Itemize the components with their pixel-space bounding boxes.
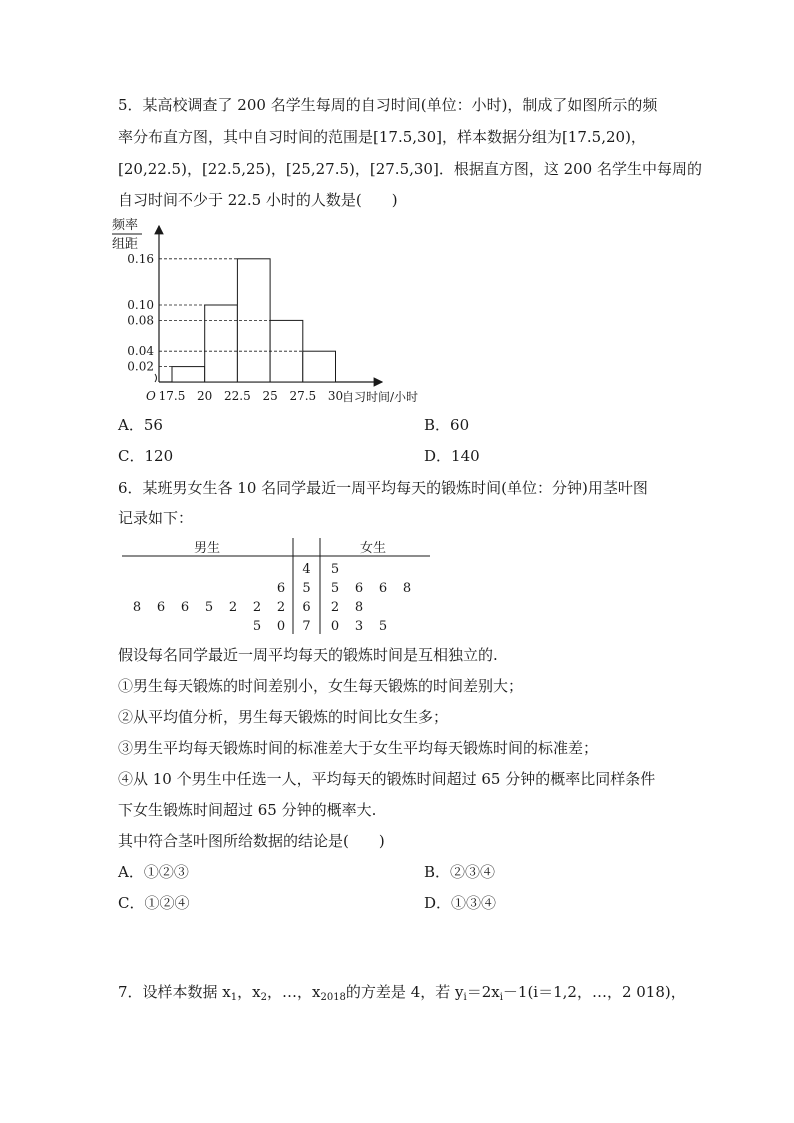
x-tick-label: 30 — [327, 389, 344, 403]
bar-0 — [172, 367, 205, 382]
q5-line-3: [20,22.5)，[22.5,25)，[25,27.5)，[27.5,30]．根据直方图，这 200 名学生中每周的 — [118, 160, 702, 178]
x-tick-label: 25 — [262, 389, 278, 403]
boys-leaf: 6 — [180, 600, 190, 615]
girls-leaf: 5 — [378, 619, 388, 634]
boys-leaf: 0 — [276, 619, 286, 634]
q6-statement-4a: ④从 10 个男生中任选一人，平均每天的锻炼时间超过 65 分钟的概率比同样条件 — [118, 770, 656, 788]
girls-leaf: 5 — [330, 562, 340, 577]
x-tick-label: 22.5 — [224, 389, 251, 403]
q5-line-1: 5．某高校调查了 200 名学生每周的自习时间(单位：小时)，制成了如图所示的频 — [118, 96, 658, 114]
q7-sub-3: 2018 — [320, 992, 346, 1003]
q6-question: 其中符合茎叶图所给数据的结论是( ) — [118, 832, 385, 850]
x-tick-label: 27.5 — [289, 389, 317, 403]
bar-1 — [205, 305, 238, 382]
q7-line-1 — [118, 982, 686, 1002]
y-tick-label: 0.08 — [127, 313, 154, 328]
girls-leaf: 6 — [354, 581, 364, 596]
q7-comma: ，x — [237, 983, 261, 1001]
girls-leaf: 5 — [330, 581, 340, 596]
q7-sub-4: i — [463, 992, 467, 1003]
q6-statement-2: ②从平均值分析，男生每天锻炼的时间比女生多； — [118, 708, 449, 726]
girls-leaf: 3 — [354, 619, 364, 634]
x-tick-label: 17.5 — [158, 389, 186, 403]
stem: 4 — [302, 562, 311, 577]
y-label-bottom: 组距 — [112, 237, 139, 252]
q7-prefix: 7．设样本数据 x — [118, 983, 231, 1001]
q5-line-4: 自习时间不少于 22.5 小时的人数是( ) — [118, 191, 398, 209]
x-axis-label: 自习时间/小时 — [342, 390, 419, 404]
girls-leaf: 6 — [378, 581, 388, 596]
q7-text-2: 的方差是 4，若 y — [345, 983, 464, 1001]
bar-4 — [303, 351, 336, 382]
stem: 5 — [302, 581, 311, 596]
q6-option-c: C．①②④ — [118, 894, 190, 912]
frequency-histogram — [110, 214, 440, 408]
stem: 7 — [302, 619, 311, 634]
q5-option-b: B．60 — [424, 416, 470, 434]
boys-leaf: 2 — [252, 600, 262, 615]
axis-break-mark — [155, 374, 157, 382]
q6-option-d: D．①③④ — [424, 894, 497, 912]
q6-assumption: 假设每名同学最近一周平均每天的锻炼时间是互相独立的. — [118, 646, 498, 664]
q5-option-d: D．140 — [424, 447, 480, 465]
girls-leaf: 0 — [330, 619, 340, 634]
q5-line-2: 率分布直方图，其中自习时间的范围是[17.5,30]，样本数据分组为[17.5,20)， — [118, 128, 646, 146]
girls-leaf: 2 — [330, 600, 340, 615]
girls-header: 女生 — [360, 541, 387, 556]
y-label-top: 频率 — [112, 218, 139, 233]
q6-line-1: 6．某班男女生各 10 名同学最近一周平均每天的锻炼时间(单位：分钟)用茎叶图 — [118, 479, 648, 497]
q6-statement-1: ①男生每天锻炼的时间差别小，女生每天锻炼的时间差别大； — [118, 677, 524, 695]
stem-leaf-plot — [118, 534, 438, 636]
q6-statement-4b: 下女生锻炼时间超过 65 分钟的概率大. — [118, 801, 377, 819]
q6-option-a: A．①②③ — [118, 863, 189, 881]
boys-leaf: 5 — [252, 619, 262, 634]
boys-header: 男生 — [194, 541, 221, 556]
boys-leaf: 6 — [276, 581, 286, 596]
boys-leaf: 6 — [156, 600, 166, 615]
q6-option-b: B．②③④ — [424, 863, 496, 881]
y-tick-label: 0.16 — [127, 251, 154, 266]
boys-leaf: 8 — [132, 600, 142, 615]
girls-leaf: 8 — [402, 581, 412, 596]
q6-statement-3: ③男生平均每天锻炼时间的标准差大于女生平均每天锻炼时间的标准差； — [118, 739, 599, 757]
stem: 6 — [302, 600, 311, 615]
q7-sub-1: 1 — [230, 992, 238, 1003]
q5-option-c: C．120 — [118, 447, 174, 465]
y-tick-label: 0.10 — [127, 298, 154, 312]
q7-text-3: ＝2x — [466, 983, 500, 1001]
q7-text-4: －1(i＝1,2，…，2 018)， — [502, 983, 686, 1001]
q7-mid: ，…，x — [267, 983, 321, 1001]
boys-leaf: 2 — [276, 600, 286, 615]
x-tick-label: 20 — [197, 389, 213, 403]
q7-sub-2: 2 — [260, 992, 267, 1003]
boys-leaf: 5 — [204, 600, 214, 615]
q6-line-2: 记录如下： — [118, 509, 194, 527]
q7-sub-5: i — [499, 992, 503, 1003]
origin-label: O — [146, 389, 156, 403]
boys-leaf: 2 — [228, 600, 238, 615]
y-tick-label: 0.02 — [127, 359, 154, 374]
q5-option-a: A．56 — [118, 416, 163, 434]
girls-leaf: 8 — [354, 600, 364, 615]
y-tick-label: 0.04 — [127, 344, 154, 359]
